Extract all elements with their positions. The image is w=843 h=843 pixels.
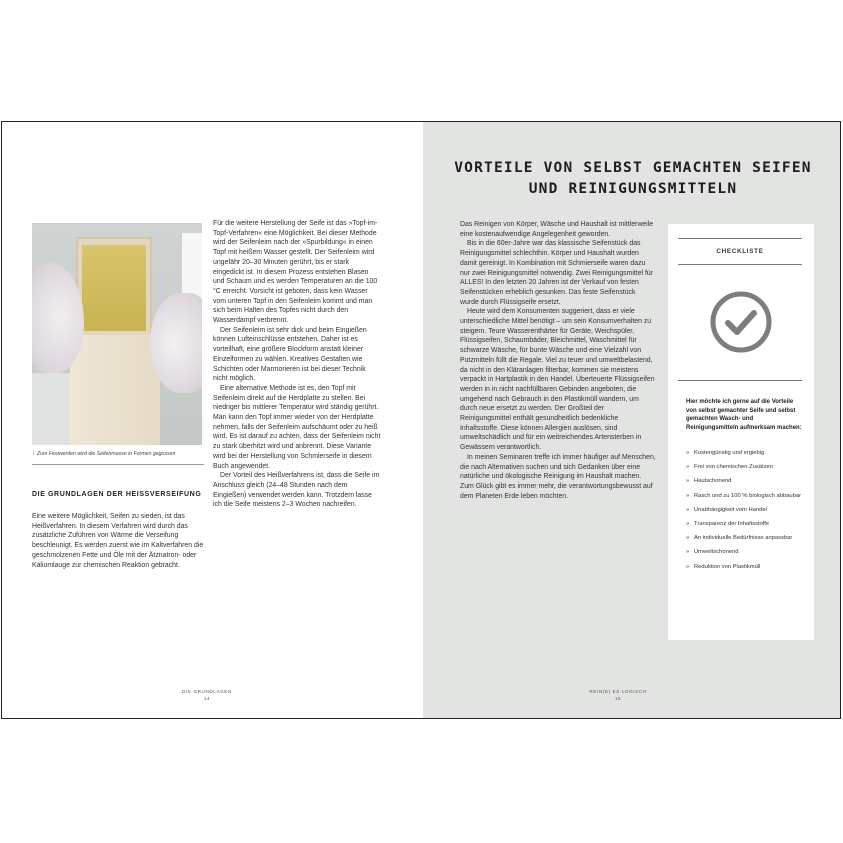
right-folio bbox=[563, 688, 673, 702]
list-marker: » bbox=[686, 450, 690, 456]
checklist-title: CHECKLISTE bbox=[716, 248, 764, 255]
checklist-item: » Transparenz der Inhaltsstoffe bbox=[686, 520, 770, 527]
right-page bbox=[423, 122, 840, 718]
list-marker: » bbox=[686, 520, 690, 527]
paragraph: Der Seifenleim ist sehr dick und beim Eingießen können Lufteinschlüsse entstehen. Daher ist es vorteilhaft, eine größere Blockform anstatt kleiner Einzelformen zu wählen. Kreatives Gestalten wie Schichten oder Marmorieren ist bei dieser Technik nicht möglich. bbox=[213, 326, 367, 383]
photo-soap-mass bbox=[82, 245, 146, 331]
folio-title: DIE GRUNDLAGEN bbox=[182, 689, 232, 694]
list-marker: » bbox=[686, 535, 690, 542]
page-title bbox=[443, 158, 823, 200]
photo-caption-text: Zum Festwerden wird die Seifenmasse in Formen gegossen bbox=[37, 451, 176, 457]
paragraph: Eine weitere Möglichkeit, Seifen zu sieden, ist das Heißverfahren. In diesem Verfahren wird durch das zusätzliche Zuführen von Wärme die Verseifung beschleunigt. Es werden zuerst wie im Kaltverfahren die geschmolzenen Fette und Öle mit der Ätznatron- oder Kaliumlauge zur chemischen Reaktion gebracht. bbox=[32, 513, 204, 569]
paragraph: Der Vorteil des Heißverfahrens ist, dass die Seife im Anschluss gleich (24–48 Stunden nach dem Eingießen) verwendet werden kann. Trotzdem lasse ich die Seife meistens 2–3 Wochen nachreifen. bbox=[213, 472, 380, 509]
checklist-item: » Hautschonend bbox=[686, 478, 732, 485]
checklist-rule-mid bbox=[678, 264, 802, 265]
section-heading: DIE GRUNDLAGEN DER HEISSVERSEIFUNG bbox=[32, 491, 202, 498]
list-marker: » bbox=[686, 492, 690, 499]
photo-caption bbox=[32, 451, 204, 465]
arrow-up-icon: ↑ bbox=[32, 451, 35, 457]
page-title-line-1: VORTEILE VON SELBST GEMACHTEN SEIFEN bbox=[454, 160, 812, 176]
soap-mold-photo bbox=[32, 223, 202, 445]
left-column-2 bbox=[213, 219, 381, 510]
checklist-item: » Unabhängigkeit vom Handel bbox=[686, 506, 767, 513]
folio-title: REIN(E) ES LOGISCH bbox=[589, 689, 647, 694]
right-column bbox=[460, 220, 656, 501]
checklist-item: » Kostengünstig und ergiebig bbox=[686, 450, 765, 456]
left-page bbox=[2, 122, 423, 718]
page-title-line-2: UND REINIGUNGSMITTELN bbox=[528, 181, 738, 197]
paragraph: Für die weitere Herstellung der Seife ist das »Topf-im-Topf-Verfahren« eine Möglichkeit. Bei dieser Methode wird der Seifenleim nach der »Spurbildung« in einen Topf mit heißem Wasser gestellt. Der Seifenleim wird ungefähr 20–30 Minuten gerührt, bis er stark eingedickt ist. In diesem Prozess entstehen Blasen und Schaum und es werden Temperaturen an die 100 °C erreicht. Vorsicht ist geboten, dass kein Wasser vom unteren Topf in den Seifenleim kommt und man sich beim Halten des Topfes nicht durch den Wasserdampf verbrennt. bbox=[213, 220, 378, 325]
book-spread bbox=[1, 121, 841, 719]
left-folio bbox=[152, 688, 262, 702]
page-number: 15 bbox=[614, 696, 622, 701]
left-column-1 bbox=[32, 512, 204, 570]
checklist-item: » An individuelle Bedürfnisse anpassbar bbox=[686, 535, 793, 542]
list-marker: » bbox=[686, 563, 690, 570]
paragraph: Eine alternative Methode ist es, den Topf mit Seifenleim direkt auf die Herdplatte zu stellen. Bei niedriger bis mittlerer Temperatur wird ständig gerührt. Man kann den Topf immer wieder von der Herdplatte nehmen, falls der Seifenleim aufschäumt oder zu heiß wird. Es ist darauf zu achten, dass der Seifenleim nicht zu stark überhitzt wird und anbrennt. Diese Variante wird bei der Herstellung von Schmierseife in diesem Buch angewendet. bbox=[213, 384, 381, 470]
list-marker: » bbox=[686, 506, 690, 513]
paragraph: In meinen Seminaren treffe ich immer häufiger auf Menschen, die nach Alternativen suchen und sich Gedanken über eine natürliche und ökologische Reinigung im Haushalt machen. Zum Glück gibt es immer mehr, die verantwortungsbewusst auf dem Planeten Erde leben möchten. bbox=[460, 453, 656, 500]
checklist-item: » Rasch und zu 100 % biologisch abbaubar bbox=[686, 492, 801, 499]
list-marker: » bbox=[686, 464, 690, 471]
checklist-rule-top bbox=[678, 238, 802, 239]
checklist-item: » Frei von chemischen Zusätzen bbox=[686, 464, 773, 471]
check-circle-icon bbox=[709, 290, 773, 354]
checklist-rule-bottom bbox=[678, 380, 802, 381]
paragraph: Heute wird dem Konsumenten suggeriert, dass er viele unterschiedliche Mittel benötigt – um sein Konsumverhalten zu steigern. Teure Wasserenthärter für Geräte, Weichspüler, Flüssigseifen, Schaumbäder, Bleichmittel, Waschmittel für schwarze Wäsche, für bunte Wäsche und eine Vielzahl von Putzmitteln füllt die Regale. Viel zu teuer und umweltbelastend, da nicht in den Kläranlagen filterbar, kommen sie meistens verpackt in Hartplastik in den Handel. Überteuerte Flüssigseifen werden in in nicht nachfüllbaren Gebinden angeboten, die umgehend nach Gebrauch in den Plastikmüll wandern, um durch neue ersetzt zu werden. Der Großteil der Reinigungsmittel enthält gesundheitlich bedenkliche Inhaltsstoffe. Diese können Allergien auslösen, sind umweltschädlich und für ein weitreichendes Artensterben in Gewässern verantwortlich. bbox=[460, 308, 655, 452]
checklist-box bbox=[668, 224, 814, 640]
checklist-item: » Reduktion von Plastikmüll bbox=[686, 563, 761, 570]
paragraph: Das Reinigen von Körper, Wäsche und Haushalt ist mittlerweile eine kostenaufwendige Angelegenheit geworden. bbox=[460, 221, 654, 238]
photo-mold-board bbox=[70, 335, 160, 445]
checklist-intro: Hier möchte ich gerne auf die Vorteile von selbst gemachter Seife und selbst gemachten Wasch- und Reinigungsmitteln aufmerksam machen: bbox=[686, 399, 802, 431]
list-marker: » bbox=[686, 549, 690, 556]
checklist-item: » Umweltschonend bbox=[686, 549, 739, 556]
page-number: 14 bbox=[203, 696, 211, 701]
list-marker: » bbox=[686, 478, 690, 485]
checklist-items bbox=[686, 450, 804, 578]
paragraph: Bis in die 60er-Jahre war das klassische Seifenstück das Reinigungsmittel schlechthin. Körper und Haushalt wurden damit gereinigt. In Kombination mit Schmierseife waren dazu nur zwei Reinigungsmittel notwendig. Zwei Reinigungsmittel für ALLES! In den letzten 20 Jahren ist der Verkauf von festen Seifenstücken erheblich gesunken. Das feste Seifenstück wurde durch Flüssigseife ersetzt. bbox=[460, 240, 654, 306]
